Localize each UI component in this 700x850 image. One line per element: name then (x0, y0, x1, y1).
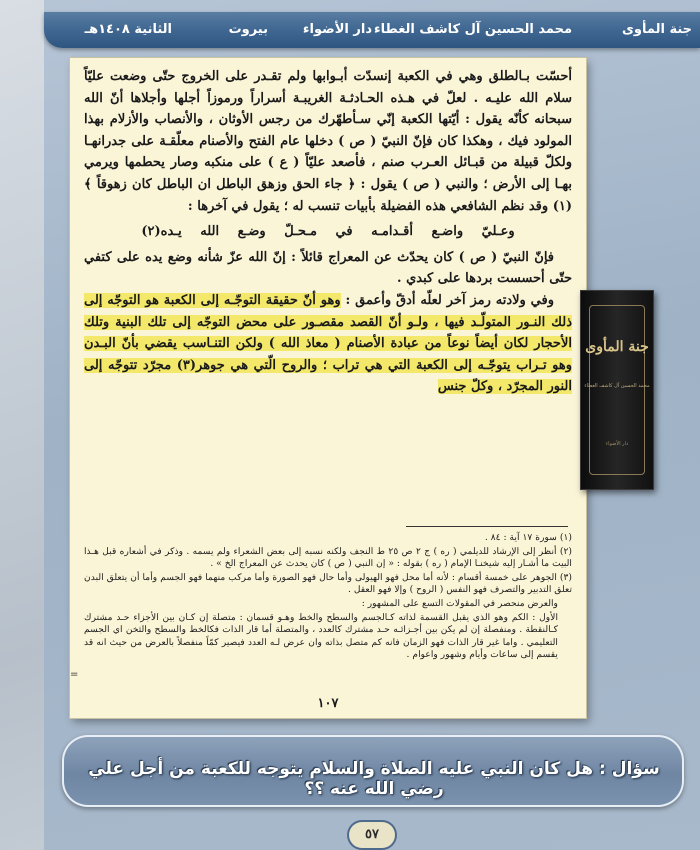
book-cover-image (580, 290, 654, 490)
paragraph-1: أحسّت بـالطلق وهي في الكعبة إنسدّت أبـوابها ولم تقـدر على الخروج حتّى وضعت عليّاً سلام الله عليـه . لعلّ في هـذه الحـادثـة الغريبـة أسراراً ورموزاً أجلها وأجلاها أنّ الله سبحانه كأنّه يقول : أيّتها الكعبة إنّي سـأطهّرك من رجس الأوثان ، والأنصاب والأزلام بهذا المولود فيك ، وهكذا كان فإنّ النبيّ ( ص ) دخلها عام الفتح والأصنام معلّقـة على جدرانهـا ولكلّ قبيلة من قبـائل العـرب صنم ، فأصعد عليّاً ( ع ) على منكبه وصار يحطمها ويرمي بهـا إلى الأرض ؛ والنبي ( ص ) يقول : ﴿ جاء الحق وزهق الباطل ان الباطل كان زهوقاً ﴾(١) وقد نظم الشافعي هذه الفضيلة بأبيات تنسب له ؛ يقول في آخرها : (84, 69, 572, 214)
footnote-1: (١) سورة ١٧ آية : ٨٤ . (484, 532, 572, 543)
cover-title: جنة المأوى (585, 339, 649, 355)
poem-verse: وعـليّ واضـع أقـدامـه في مـحـلّ وضـع الله يـده(٢) (141, 224, 515, 240)
question-text: سؤال : هل كان النبي عليه الصلاة والسلام يتوجه للكعبة من أجل علي رضي الله عنه ؟؟ (88, 759, 660, 799)
footnote-3-continued: والعرض منحصر في المقولات التسع على المشهور : (361, 597, 558, 609)
footnote-divider (406, 526, 568, 527)
cover-ornament-border (589, 305, 645, 475)
paragraph-3 (84, 290, 572, 398)
page-body (84, 66, 572, 398)
footnotes (84, 532, 572, 663)
header-publisher: دار الأضواء (302, 22, 372, 37)
cover-publisher: دار الأضواء (605, 441, 629, 447)
question-banner (62, 735, 684, 807)
cover-author: محمد الحسين آل كاشف الغطاء (584, 383, 650, 389)
paragraph-3-plain: وفي ولادته رمز آخر لعلّه أدقّ وأعمق : (340, 292, 555, 308)
page-number: ١٠٧ (317, 696, 339, 711)
footnote-2: (٢) أنظر إلى الإرشاد للديلمي ( ره ) ج ٢ ص ٢٥ ط النجف ولكنه نسبه إلى بعض الشعراء ولم يسمه . وذكر في أشعاره قبل هـذا البيت ما أشـار إليه شيخنـا الإمام ( ره ) بقوله : « إن النبي ( ص ) كان يحدث عن المعراج الخ » . (84, 545, 572, 570)
highlighted-passage: وهو أنّ حقيقة التوجّـه إلى الكعبة هو التوجّه إلى ذلك النـور المتولّـد فيها ، ولـو أنّ القصد مقصـور على محض التوجّه إلى تلك البنية وتلك الأحجار لكان أيضاً نوعاً من عبادة الأصنام ( معاذ الله ) ولكن التنـاسب يقضي بأنّ البـدن وهو تـراب يتوجّـه إلى الكعبة التي هي تراب ؛ والروح الّتي هي جوهر(٣) مجرّد تتوجّه إلى النور المجرّد ، وكلّ جنس (84, 292, 572, 395)
header-bar (44, 12, 700, 48)
margin-mark: = (70, 669, 79, 680)
slide-number-badge: ٥٧ (349, 822, 395, 848)
header-author: محمد الحسين آل كاشف الغطاء (374, 22, 572, 37)
header-book-title: جنة المأوى (621, 22, 692, 37)
scanned-page (70, 58, 586, 718)
footnote-3-detail: الأول : الكم وهو الذي يقبل القسمة لذاته كـالجسم والسطح والخط وهـو قسمان : متصلة إن كـان بين الأجزاء حـد مشترك كـالنقطة . ومنفصلة إن لم يكن بين أجـزائـه حـد مشترك كالعدد ، والمتصلة أما قار الذات فكالخط والسطح والثخن اي الجسم التعليمي . واما غير قار الذات فهو الزمان فانه كم متصل بذاته وان عرض لـه العدد فيصير كمّاً منفصلاً بالعرض من حيث انه قد يقسم إلى ساعات وأيام وشهور واعوام . (84, 611, 558, 661)
header-edition: الثانية ١٤٠٨هـ (84, 22, 172, 37)
paragraph-2: فإنّ النبيّ ( ص ) كان يحدّث عن المعراج قائلاً : إنّ الله عزّ شأنه وضع يده على كتفي حتّى أحسست بردها على كبدي . (84, 249, 572, 287)
footnote-3: (٣) الجوهر على خمسة أقسام : لأنه أما محل فهو الهيولى وأما حال فهو الصورة وأما مركب منهما فهو الجسم وأما أن يتعلق البدن تعلق التدبير والتصرف فهو النفس ( الروح ) وإلا فهو العقل . (84, 571, 572, 596)
header-city: بيروت (228, 22, 268, 37)
